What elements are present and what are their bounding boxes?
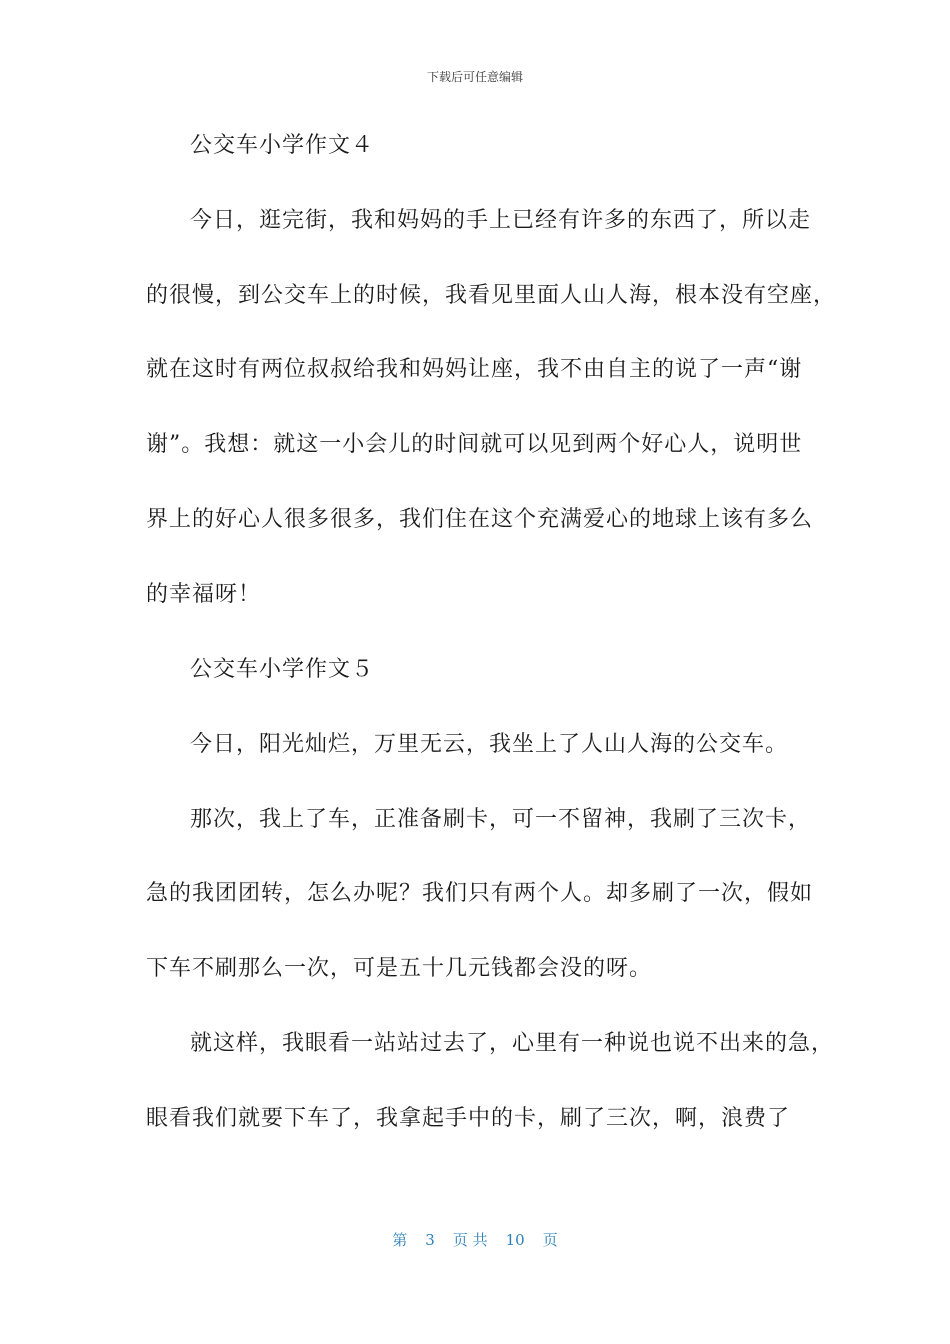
paragraph-line: 界上的好心人很多很多，我们住在这个充满爱心的地球上该有多么 bbox=[146, 507, 814, 532]
current-page-number: 3 bbox=[425, 1231, 435, 1249]
paragraph-line: 下车不刷那么一次，可是五十几元钱都会没的呀。 bbox=[146, 956, 653, 981]
page-footer bbox=[0, 1229, 950, 1250]
header-note: 下载后可任意编辑 bbox=[426, 70, 523, 84]
paragraph-line: 眼看我们就要下车了，我拿起手中的卡，刷了三次，啊，浪费了 bbox=[146, 1106, 791, 1131]
paragraph-line: 今日，逛完街，我和妈妈的手上已经有许多的东西了，所以走 bbox=[190, 208, 812, 233]
paragraph-line: 急的我团团转，怎么办呢？我们只有两个人。却多刷了一次，假如 bbox=[146, 881, 814, 906]
footer-label-page: 第 bbox=[392, 1231, 408, 1249]
section-title: 公交车小学作文５ bbox=[190, 657, 375, 682]
paragraph-line: 的很慢，到公交车上的时候，我看见里面人山人海，根本没有空座， bbox=[146, 283, 837, 308]
footer-label-total: 页 共 bbox=[452, 1231, 488, 1249]
paragraph-line: 的幸福呀！ bbox=[146, 582, 262, 607]
paragraph-line: 就在这时有两位叔叔给我和妈妈让座，我不由自主的说了一声“谢 bbox=[146, 357, 803, 382]
total-pages-number: 10 bbox=[505, 1231, 525, 1249]
section-title: 公交车小学作文４ bbox=[190, 133, 375, 158]
paragraph-line: 谢”。我想：就这一小会儿的时间就可以见到两个好心人，说明世 bbox=[146, 432, 803, 457]
paragraph-line: 就这样，我眼看一站站过去了，心里有一种说也说不出来的急， bbox=[190, 1031, 835, 1056]
paragraph-line: 那次，我上了车，正准备刷卡，可一不留神，我刷了三次卡， bbox=[190, 807, 812, 832]
footer-label-end: 页 bbox=[542, 1231, 558, 1249]
paragraph-line: 今日，阳光灿烂，万里无云，我坐上了人山人海的公交车。 bbox=[190, 732, 789, 757]
